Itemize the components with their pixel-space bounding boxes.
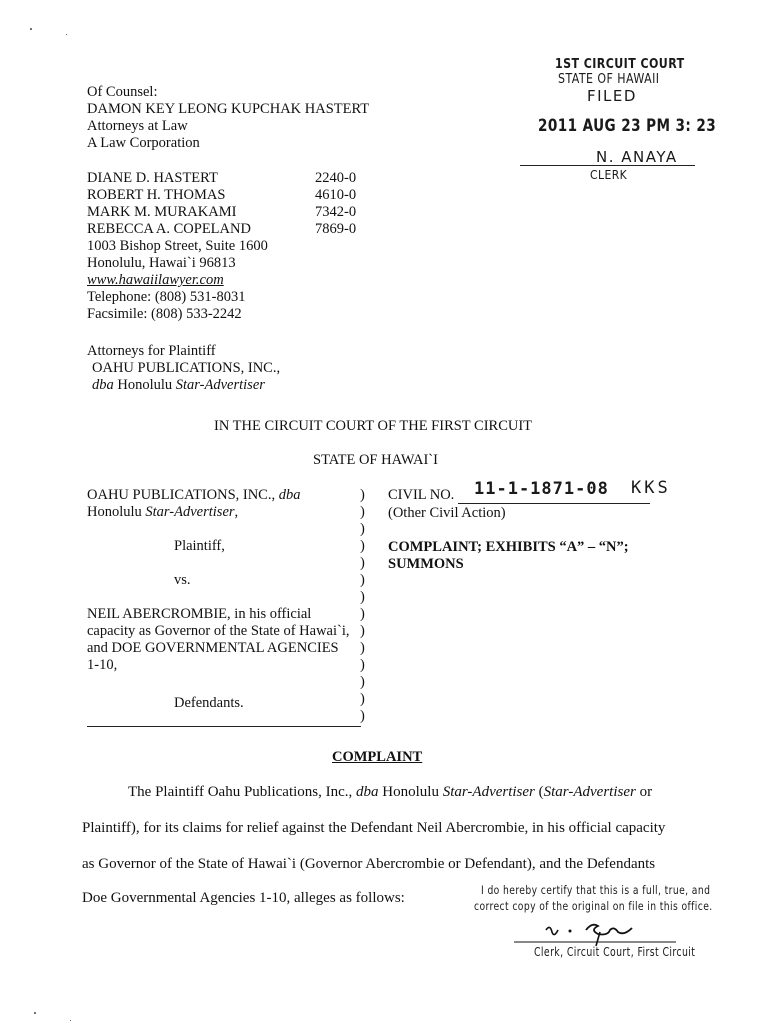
paren: ) [360, 504, 365, 520]
stamp-datetime: 2011 AUG 23 PM 3: 23 [538, 116, 717, 136]
attorney-name: REBECCA A. COPELAND [87, 221, 251, 237]
defendant-label: Defendants. [174, 695, 244, 711]
firm-line-2: Attorneys at Law [87, 118, 188, 134]
defendant-line2: capacity as Governor of the State of Hawai`i, [87, 623, 350, 639]
plaintiff-label: Plaintiff, [174, 538, 225, 554]
plaintiff-line2-a: Honolulu [87, 504, 146, 520]
p1-e: Star-Advertiser [543, 784, 636, 800]
plaintiff-dba: dba [278, 487, 301, 503]
stamp-clerk-label: CLERK [590, 168, 628, 182]
firm-name: DAMON KEY LEONG KUPCHAK HASTERT [87, 101, 370, 117]
paren: ) [360, 657, 365, 673]
stamp-filed: FILED [587, 87, 637, 105]
defendant-line4: 1-10, [87, 657, 118, 673]
plaintiff-line2-b: Star-Advertiser [145, 504, 235, 520]
p1-c: Star-Advertiser [442, 784, 535, 800]
civil-no-initials: KKS [631, 478, 671, 498]
stamp-state: STATE OF HAWAII [558, 72, 660, 87]
paren: ) [360, 538, 365, 554]
attorney-bar-number: 4610-0 [315, 187, 357, 203]
complaint-paragraph-line1 [128, 784, 652, 801]
complaint-paragraph-line4: Doe Governmental Agencies 1-10, alleges as follows: [82, 890, 405, 906]
stamp-clerk-name: N. ANAYA [596, 148, 678, 166]
p1-b: Honolulu [378, 784, 443, 800]
p1-d: ( [534, 784, 544, 800]
paren: ) [360, 691, 365, 707]
paren: ) [360, 572, 365, 588]
paren: ) [360, 487, 365, 503]
document-title-line2: SUMMONS [388, 556, 464, 572]
civil-no-underline [458, 503, 650, 504]
court-state: STATE OF HAWAI`I [313, 452, 438, 468]
attorney-bar-number: 2240-0 [315, 170, 357, 186]
paren: ) [360, 708, 365, 724]
clerk-signature-label: Clerk, Circuit Court, First Circuit [534, 945, 696, 959]
paren: ) [360, 555, 365, 571]
of-counsel-label: Of Counsel: [87, 84, 158, 100]
paren: ) [360, 640, 365, 656]
address-street: 1003 Bishop Street, Suite 1600 [87, 238, 268, 254]
scan-speck [70, 1020, 71, 1021]
paren: ) [360, 606, 365, 622]
attorneys-for-dba [92, 377, 265, 394]
p1-f: or [635, 784, 653, 800]
dba-text: dba [92, 377, 114, 393]
scan-speck [66, 34, 67, 35]
court-title: IN THE CIRCUIT COURT OF THE FIRST CIRCUIT [214, 418, 533, 434]
civil-no-label: CIVIL NO. [388, 487, 455, 503]
address-city: Honolulu, Hawai`i 96813 [87, 255, 236, 271]
telephone: Telephone: (808) 531-8031 [87, 289, 246, 305]
caption-plaintiff-line1 [87, 487, 300, 504]
attorney-bar-number: 7869-0 [315, 221, 357, 237]
versus-label: vs. [174, 572, 191, 588]
attorneys-for-label: Attorneys for Plaintiff [87, 343, 216, 359]
attorney-name: DIANE D. HASTERT [87, 170, 218, 186]
defendant-line3: and DOE GOVERNMENTAL AGENCIES [87, 640, 339, 656]
certification-line1: I do hereby certify that this is a full, true, and [481, 883, 711, 897]
complaint-heading: COMPLAINT [332, 749, 423, 765]
scan-speck [34, 1012, 36, 1014]
facsimile: Facsimile: (808) 533-2242 [87, 306, 242, 322]
attorneys-for-client: OAHU PUBLICATIONS, INC., [92, 360, 281, 376]
document-title-line1: COMPLAINT; EXHIBITS “A” – “N”; [388, 539, 629, 555]
certification-line2: correct copy of the original on file in this office. [474, 899, 713, 913]
p1-dba: dba [356, 784, 379, 800]
action-type: (Other Civil Action) [388, 505, 506, 521]
attorney-bar-number: 7342-0 [315, 204, 357, 220]
paren: ) [360, 589, 365, 605]
complaint-paragraph-line2: Plaintiff), for its claims for relief against the Defendant Neil Abercrombie, in his official capacity [82, 820, 666, 836]
website-link[interactable]: www.hawaiilawyer.com [87, 272, 224, 288]
plaintiff-name: OAHU PUBLICATIONS, INC., [87, 487, 279, 503]
p1-a: The Plaintiff Oahu Publications, Inc., [128, 784, 357, 800]
defendant-line1: NEIL ABERCROMBIE, in his official [87, 606, 312, 622]
attorney-name: ROBERT H. THOMAS [87, 187, 226, 203]
attorney-name: MARK M. MURAKAMI [87, 204, 237, 220]
caption-parentheses [360, 487, 365, 725]
complaint-paragraph-line3: as Governor of the State of Hawai`i (Governor Abercrombie or Defendant), and the Defendants [82, 856, 656, 872]
stamp-court: 1ST CIRCUIT COURT [555, 57, 685, 72]
caption-bottom-line [87, 726, 361, 727]
dba-rest: Honolulu [113, 377, 176, 393]
civil-no-value: 11-1-1871-08 [474, 479, 609, 499]
plaintiff-line2-c: , [234, 504, 239, 520]
paren: ) [360, 623, 365, 639]
firm-line-3: A Law Corporation [87, 135, 200, 151]
caption-plaintiff-line2 [87, 504, 238, 521]
paren: ) [360, 674, 365, 690]
dba-italic-name: Star-Advertiser [175, 377, 265, 393]
paren: ) [360, 521, 365, 537]
scan-speck [30, 28, 32, 30]
